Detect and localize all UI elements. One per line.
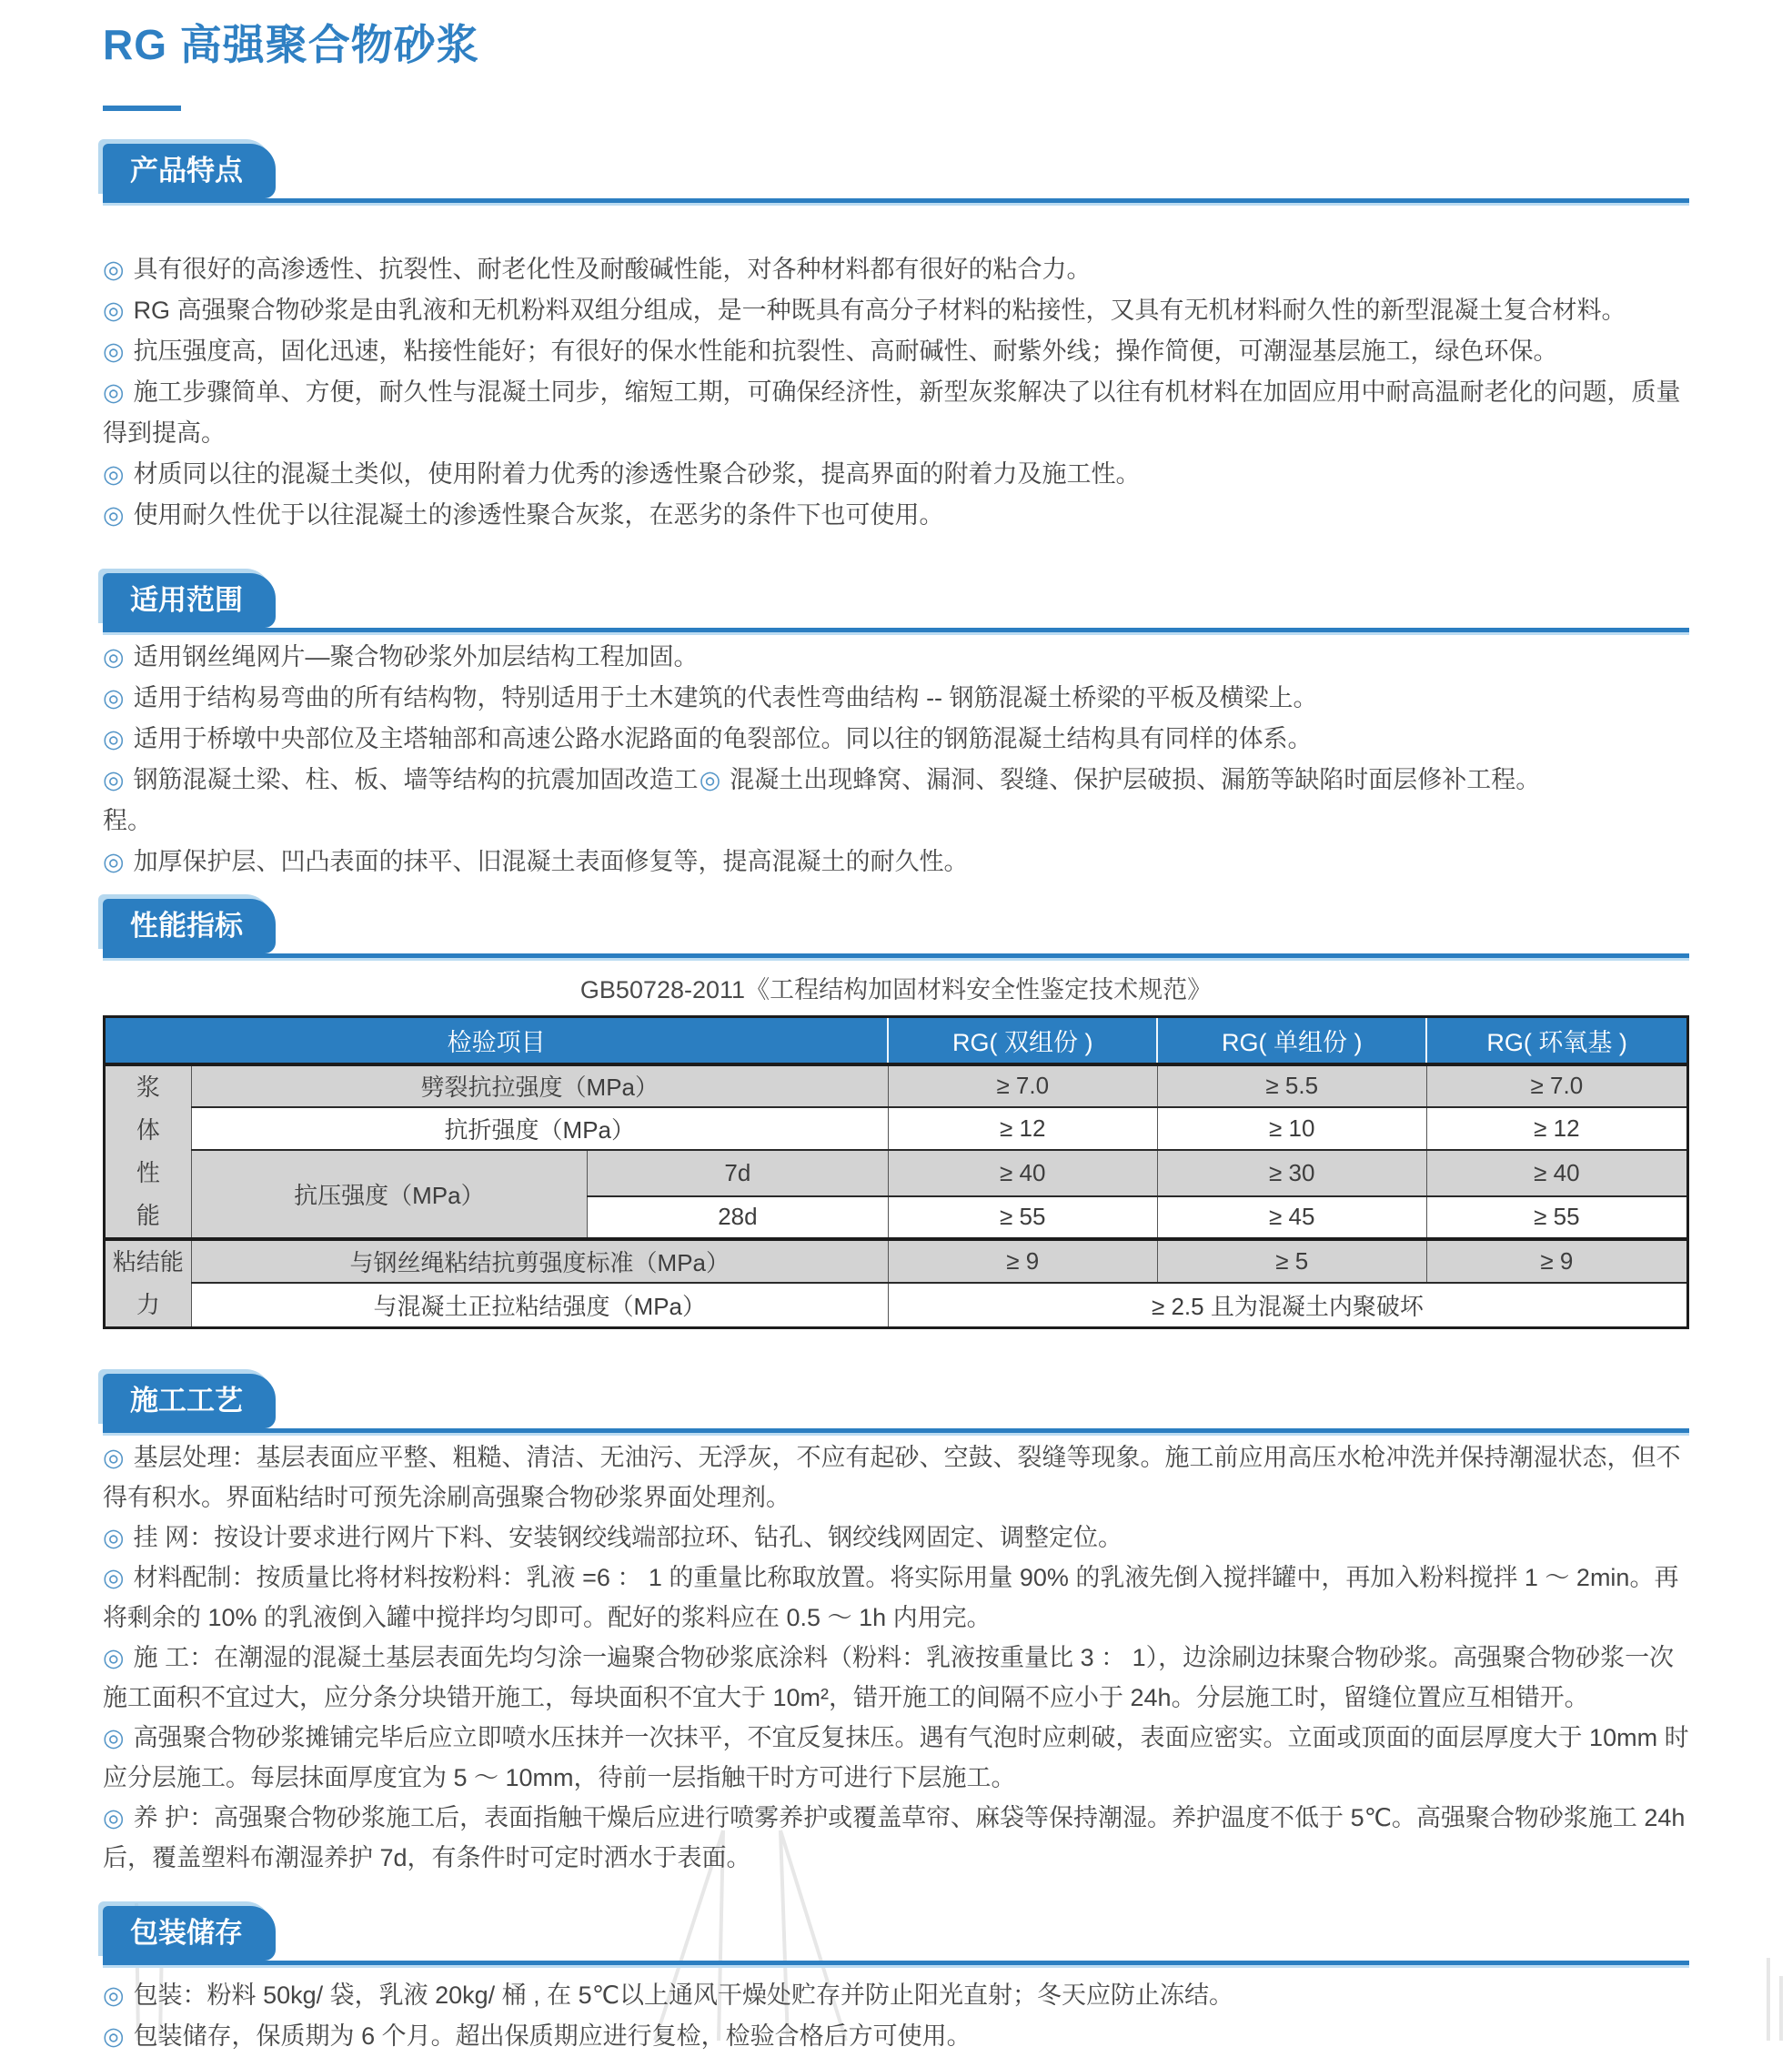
bullet-icon: ◎ <box>699 766 721 793</box>
cell-value: ≥ 9 <box>1426 1239 1687 1284</box>
section-features <box>103 144 1689 536</box>
bullet-item <box>103 637 1689 678</box>
bullet-item <box>103 719 1689 760</box>
section-scope <box>103 573 1689 882</box>
dual-right <box>700 760 1689 842</box>
cell-value: ≥ 12 <box>888 1107 1157 1150</box>
row-name: 与混凝土正拉粘结强度（MPa） <box>191 1283 888 1327</box>
bullet-text: 使用耐久性优于以往混凝土的渗透性聚合灰浆，在恶劣的条件下也可使用。 <box>133 501 944 529</box>
bullet-item <box>103 331 1689 372</box>
performance-table <box>103 1015 1689 1329</box>
section-tab-features <box>103 144 276 198</box>
section-rule <box>103 1961 1689 1968</box>
section-heading: 施工工艺 <box>130 1384 243 1417</box>
bullet-icon: ◎ <box>103 1643 125 1671</box>
section-rule <box>103 198 1689 206</box>
bullet-text: RG 高强聚合物砂浆是由乳液和无机粉料双组分组成，是一种既具有高分子材料的粘接性，又具有无机材料耐久性的新型混凝土复合材料。 <box>133 297 1626 324</box>
bullet-icon: ◎ <box>103 1981 125 2009</box>
section-rule <box>103 628 1689 635</box>
header-cell-item: 检验项目 <box>105 1017 889 1064</box>
section-tab-process <box>103 1374 276 1428</box>
bullet-item <box>103 678 1689 719</box>
bullet-item <box>103 1638 1689 1718</box>
packaging-list <box>103 1968 1689 2057</box>
bullet-text: 混凝土出现蜂窝、漏洞、裂缝、保护层破损、漏筋等缺陷时面层修补工程。 <box>730 766 1541 793</box>
bullet-icon: ◎ <box>103 684 125 711</box>
header-cell-rg2: RG( 双组份 ) <box>888 1017 1157 1064</box>
bullet-text: 高强聚合物砂浆摊铺完毕后应立即喷水压抹并一次抹平，不宜反复抹压。遇有气泡时应刺破，表面应密实。立面或顶面的面层厚度大于 10mm 时应分层施工。每层抹面厚度宜为 5 ～ 10mm，待前一层指触干时方可进行下层施工。 <box>103 1723 1689 1791</box>
section-head-features <box>103 144 1689 206</box>
bullet-text: 加厚保护层、凹凸表面的抹平、旧混凝土表面修复等，提高混凝土的耐久性。 <box>133 848 969 875</box>
section-heading: 适用范围 <box>130 584 243 616</box>
bullet-icon: ◎ <box>103 766 125 793</box>
header-cell-rg-epoxy: RG( 环氧基 ) <box>1426 1017 1687 1064</box>
section-heading: 性能指标 <box>130 910 243 942</box>
bullet-icon: ◎ <box>103 1803 125 1831</box>
row-name: 劈裂抗拉强度（MPa） <box>191 1064 888 1107</box>
table-caption: GB50728-2011《工程结构加固材料安全性鉴定技术规范》 <box>579 976 1213 1003</box>
cell-value: ≥ 10 <box>1157 1107 1426 1150</box>
bullet-text: 具有很好的高渗透性、抗裂性、耐老化性及耐酸碱性能，对各种材料都有很好的粘合力。 <box>133 256 1092 283</box>
page-title: RG 高强聚合物砂浆 <box>103 21 479 68</box>
section-tab-performance <box>103 899 276 953</box>
bullet-text: 基层处理：基层表面应平整、粗糙、清洁、无油污、无浮灰，不应有起砂、空鼓、裂缝等现象。施工前应用高压水枪冲洗并保持潮湿状态，但不得有积水。界面粘结时可预先涂刷高强聚合物砂浆界面处理剂。 <box>103 1443 1681 1511</box>
section-heading: 包装储存 <box>130 1916 243 1949</box>
dual-left <box>103 760 700 842</box>
bullet-icon: ◎ <box>103 297 125 324</box>
bullet-item <box>103 2016 1689 2057</box>
scope-list <box>103 635 1689 882</box>
group-label-bonding: 粘结能 力 <box>105 1239 192 1328</box>
row-name: 与钢丝绳粘结抗剪强度标准（MPa） <box>191 1239 888 1284</box>
row-name: 抗折强度（MPa） <box>191 1107 888 1150</box>
bullet-item <box>103 1975 1689 2016</box>
section-process <box>103 1374 1689 1878</box>
bullet-item <box>103 454 1689 495</box>
table-header-row <box>105 1017 1688 1064</box>
bullet-item <box>103 290 1689 331</box>
cell-value-merged: ≥ 2.5 且为混凝土内聚破坏 <box>888 1283 1687 1327</box>
group-label-paste-performance: 浆 体 性 能 <box>105 1064 192 1239</box>
bullet-icon: ◎ <box>103 460 125 488</box>
cell-value: ≥ 5.5 <box>1157 1064 1426 1107</box>
cell-value: ≥ 55 <box>1426 1196 1687 1239</box>
bullet-item <box>103 1518 1689 1558</box>
sub-row-label: 7d <box>588 1150 889 1196</box>
table-row <box>105 1283 1688 1327</box>
bullet-item <box>103 842 1689 882</box>
cell-value: ≥ 9 <box>888 1239 1157 1284</box>
cell-value: ≥ 5 <box>1157 1239 1426 1284</box>
bullet-item <box>103 372 1689 454</box>
bullet-icon: ◎ <box>103 501 125 529</box>
bullet-icon: ◎ <box>103 1523 125 1551</box>
cell-value: ≥ 7.0 <box>888 1064 1157 1107</box>
title-underline <box>103 106 181 111</box>
bullet-text: 施工步骤简单、方便，耐久性与混凝土同步，缩短工期，可确保经济性，新型灰浆解决了以往有机材料在加固应用中耐高温耐老化的问题，质量得到提高。 <box>103 378 1681 447</box>
section-head-process <box>103 1374 1689 1436</box>
section-performance <box>103 899 1689 1329</box>
bullet-item-dual <box>103 760 1689 842</box>
section-rule <box>103 953 1689 961</box>
sub-row-label: 28d <box>588 1196 889 1239</box>
bullet-item <box>103 249 1689 290</box>
bullet-icon: ◎ <box>103 848 125 875</box>
process-list <box>103 1436 1689 1878</box>
cell-value: ≥ 55 <box>888 1196 1157 1239</box>
section-packaging <box>103 1906 1689 2057</box>
bullet-icon: ◎ <box>103 643 125 671</box>
bullet-icon: ◎ <box>103 256 125 283</box>
header-cell-rg1: RG( 单组份 ) <box>1157 1017 1426 1064</box>
cell-value: ≥ 7.0 <box>1426 1064 1687 1107</box>
cell-value: ≥ 40 <box>1426 1150 1687 1196</box>
cell-value: ≥ 45 <box>1157 1196 1426 1239</box>
bullet-text: 包装储存，保质期为 6 个月。超出保质期应进行复检，检验合格后方可使用。 <box>133 2022 972 2050</box>
bullet-text: 养 护：高强聚合物砂浆施工后，表面指触干燥后应进行喷雾养护或覆盖草帘、麻袋等保持潮湿。养护温度不低于 5℃。高强聚合物砂浆施工 24h 后，覆盖塑料布潮湿养护 7d，有条件时可定时洒水于表面。 <box>103 1803 1686 1871</box>
bullet-item <box>103 1718 1689 1798</box>
section-tab-scope <box>103 573 276 628</box>
bullet-icon: ◎ <box>103 725 125 752</box>
bullet-text: 抗压强度高，固化迅速，粘接性能好；有很好的保水性能和抗裂性、高耐碱性、耐紫外线；操作简便，可潮湿基层施工，绿色环保。 <box>133 338 1558 365</box>
section-head-performance <box>103 899 1689 961</box>
bullet-item <box>103 1558 1689 1638</box>
bullet-text: 施 工：在潮湿的混凝土基层表面先均匀涂一遍聚合物砂浆底涂料（粉料：乳液按重量比 3 ： 1），边涂刷边抹聚合物砂浆。高强聚合物砂浆一次施工面积不宜过大，应分条分块错开施工，每块面积不宜大于 10m²，错开施工的间隔不应小于 24h。分层施工时，留缝位置应互相错开。 <box>103 1643 1675 1711</box>
feature-list <box>103 206 1689 536</box>
table-row <box>105 1107 1688 1150</box>
bullet-item <box>103 1798 1689 1878</box>
bullet-text: 材料配制：按质量比将材料按粉料：乳液 =6 ： 1 的重量比称取放置。将实际用量 90% 的乳液先倒入搅拌罐中，再加入粉料搅拌 1 ～ 2min。再将剩余的 10% 的乳液倒入罐中搅拌均匀即可。配好的浆料应在 0.5 ～ 1h 内用完。 <box>103 1563 1679 1631</box>
section-head-packaging <box>103 1906 1689 1968</box>
bullet-icon: ◎ <box>103 1443 125 1471</box>
bullet-text: 钢筋混凝土梁、柱、板、墙等结构的抗震加固改造工程。 <box>103 766 699 834</box>
bullet-text: 挂 网：按设计要求进行网片下料、安装钢绞线端部拉环、钻孔、钢绞线网固定、调整定位。 <box>133 1523 1123 1551</box>
cell-value: ≥ 40 <box>888 1150 1157 1196</box>
bullet-text: 包装：粉料 50kg/ 袋，乳液 20kg/ 桶 , 在 5℃以上通风干燥处贮存并防止阳光直射；冬天应防止冻结。 <box>133 1981 1234 2009</box>
bullet-icon: ◎ <box>103 2022 125 2050</box>
bullet-icon: ◎ <box>103 338 125 365</box>
table-row <box>105 1064 1688 1107</box>
bullet-text: 材质同以往的混凝土类似，使用附着力优秀的渗透性聚合砂浆，提高界面的附着力及施工性。 <box>133 460 1141 488</box>
bullet-icon: ◎ <box>103 378 125 406</box>
bullet-text: 适用于桥墩中央部位及主塔轴部和高速公路水泥路面的龟裂部位。同以往的钢筋混凝土结构具有同样的体系。 <box>133 725 1313 752</box>
cell-value: ≥ 30 <box>1157 1150 1426 1196</box>
section-head-scope <box>103 573 1689 635</box>
section-rule <box>103 1428 1689 1436</box>
bullet-item <box>103 495 1689 536</box>
bullet-icon: ◎ <box>103 1563 125 1591</box>
bullet-item <box>103 1437 1689 1518</box>
section-tab-packaging <box>103 1906 276 1961</box>
bullet-text: 适用钢丝绳网片—聚合物砂浆外加层结构工程加固。 <box>133 643 699 671</box>
bullet-icon: ◎ <box>103 1723 125 1751</box>
table-row <box>105 1150 1688 1196</box>
cell-value: ≥ 12 <box>1426 1107 1687 1150</box>
section-heading: 产品特点 <box>130 155 243 187</box>
row-name-compressive: 抗压强度（MPa） <box>191 1150 587 1239</box>
bullet-text: 适用于结构易弯曲的所有结构物，特别适用于土木建筑的代表性弯曲结构 -- 钢筋混凝土桥梁的平板及横梁上。 <box>133 684 1318 711</box>
table-row <box>105 1239 1688 1284</box>
document-page <box>0 20 1792 2057</box>
